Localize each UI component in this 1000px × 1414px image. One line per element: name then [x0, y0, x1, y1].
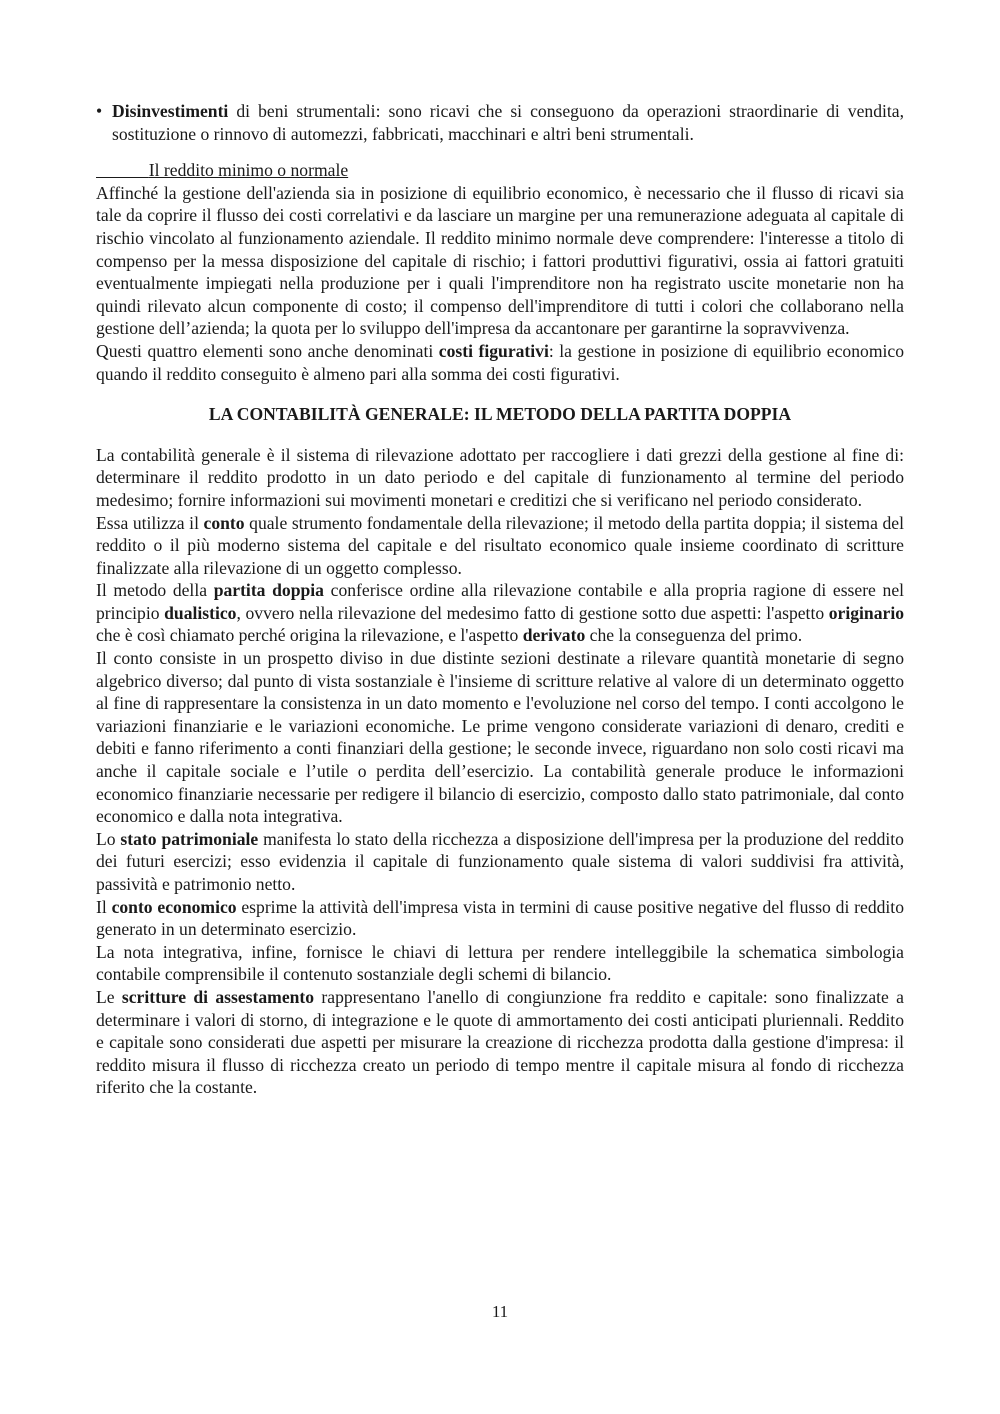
paragraph-reddito-minimo: Affinché la gestione dell'azienda sia in posizione di equilibrio economico, è necessario che il flusso di ricavi sia tale da coprire il flusso dei costi correlativi e da lasciare un margine per una remunerazione adeguata al capitale di rischio vincolato al funzionamento aziendale. Il reddito minimo normale deve comprendere: l'interesse a titolo di compenso per la messa disposizione del capitale di rischio; i fattori produttivi figurativi, ossia ai fattori gratuiti eventualmente impiegati nella produzione per i quali l'imprenditore non ha registrato uscite monetarie non ha quindi rilevato alcun componente di costo; il compenso dell'imprenditore di tutti i colori che collaborano nella gestione dell’azienda; la quota per lo sviluppo dell'impresa da accantonare per garantirne la sopravvivenza.: [96, 182, 904, 339]
bold-term: originario: [828, 602, 905, 623]
bold-term: partita doppia: [213, 580, 324, 601]
bullet-bold-term: Disinvestimenti: [112, 101, 229, 121]
subheading-text: Il reddito minimo o normale: [148, 160, 349, 181]
bold-term: scritture di assestamento: [121, 986, 315, 1007]
paragraph-stato-patrimoniale: Lo stato patrimoniale manifesta lo stato della ricchezza a disposizione dell'impresa per la produzione del reddito dei futuri esercizi; esso evidenzia il capitale di funzionamento quale sistema di valori suddivisi fra attività, passività e patrimonio netto.: [96, 828, 904, 894]
bold-term: conto economico: [111, 896, 237, 917]
paragraph-partita-doppia: Il metodo della partita doppia conferisce ordine alla rilevazione contabile e alla propria ragione di essere nel principio dualistico, ovvero nella rilevazione del medesimo fatto di gestione sotto due aspetti: l'aspetto originario che è così chiamato perché origina la rilevazione, e l'aspetto derivato che la conseguenza del primo.: [96, 580, 905, 646]
paragraph-conto-economico: Il conto economico esprime la attività dell'impresa vista in termini di cause positive negative del flusso di reddito generato in un determinato esercizio.: [96, 896, 904, 940]
document-page: [96, 100, 904, 1099]
bullet-item-disinvestimenti: [96, 100, 904, 145]
bold-term: stato patrimoniale: [120, 828, 259, 849]
bullet-symbol: •: [96, 101, 103, 121]
paragraph-nota-integrativa: La nota integrativa, infine, fornisce le chiavi di lettura per rendere intelleggibile la schematica simbologia contabile comprensibile il contenuto sostanziale degli schemi di bilancio.: [96, 941, 904, 985]
bold-term: derivato: [522, 625, 586, 646]
bold-term: dualistico: [164, 602, 237, 623]
paragraph-contabilita-generale: La contabilità generale è il sistema di rilevazione adottato per raccogliere i dati grezzi della gestione al fine di: determinare il reddito prodotto in un dato periodo e del capitale di funzionamento al termine del periodo medesimo; fornire informazioni sui movimenti monetari e creditizi che si verificano nel periodo considerato.: [96, 444, 904, 510]
paragraph-costi-figurativi: Questi quattro elementi sono anche denominati costi figurativi: la gestione in posizione di equilibrio economico quando il reddito conseguito è almeno pari alla somma dei costi figurativi.: [96, 340, 904, 384]
paragraph-il-conto: Il conto consiste in un prospetto diviso in due distinte sezioni destinate a rilevare quantità monetarie di segno algebrico diverso; dal punto di vista sostanziale è l'insieme di scritture relative al valore di un determinato oggetto al fine di rappresentare la consistenza in un dato momento e l'evoluzione nel corso del tempo. I conti accolgono le variazioni finanziarie e le variazioni economiche. Le prime vengono considerate variazioni di denaro, crediti e debiti e fanno riferimento a conti finanziari della gestione; le seconde invece, riguardano non solo costi ricavi ma anche il capitale sociale e l’utile o perdita dell’esercizio. La contabilità generale produce le informazioni economico finanziarie necessarie per redigere il bilancio di esercizio, composto dallo stato patrimoniale, dal conto economico e dalla nota integrativa.: [96, 648, 904, 827]
bold-term: costi figurativi: [438, 340, 549, 361]
bullet-text: [112, 100, 904, 145]
paragraph-conto: Essa utilizza il conto quale strumento fondamentale della rilevazione; il metodo della partita doppia; il sistema del reddito o il più moderno sistema del capitale e del risultato economico quale insieme coordinato di scritture finalizzate alla rilevazione di un oggetto complesso.: [96, 512, 904, 578]
section-title: LA CONTABILITÀ GENERALE: IL METODO DELLA PARTITA DOPPIA: [208, 404, 792, 425]
bullet-body: di beni strumentali: sono ricavi che si conseguono da operazioni straordinarie di vendita, sostituzione o rinnovo di automezzi, fabbricati, macchinari e altri beni strumentali.: [112, 101, 904, 144]
bold-term: conto: [203, 512, 245, 533]
page-number: 11: [491, 1302, 509, 1321]
paragraph-scritture-assestamento: Le scritture di assestamento rappresentano l'anello di congiunzione fra reddito e capitale: sono finalizzate a determinare i valori di storno, di integrazione e le quote di ammortamento dei costi anticipati pluriennali. Reddito e capitale sono considerati due aspetti per misurare la creazione di ricchezza prodotta dalla gestione d'impresa: il reddito misura il flusso di ricchezza creato un periodo di tempo mentre il capitale misura al fondo di ricchezza riferito che la costante.: [96, 986, 904, 1098]
subheading: [96, 159, 904, 182]
